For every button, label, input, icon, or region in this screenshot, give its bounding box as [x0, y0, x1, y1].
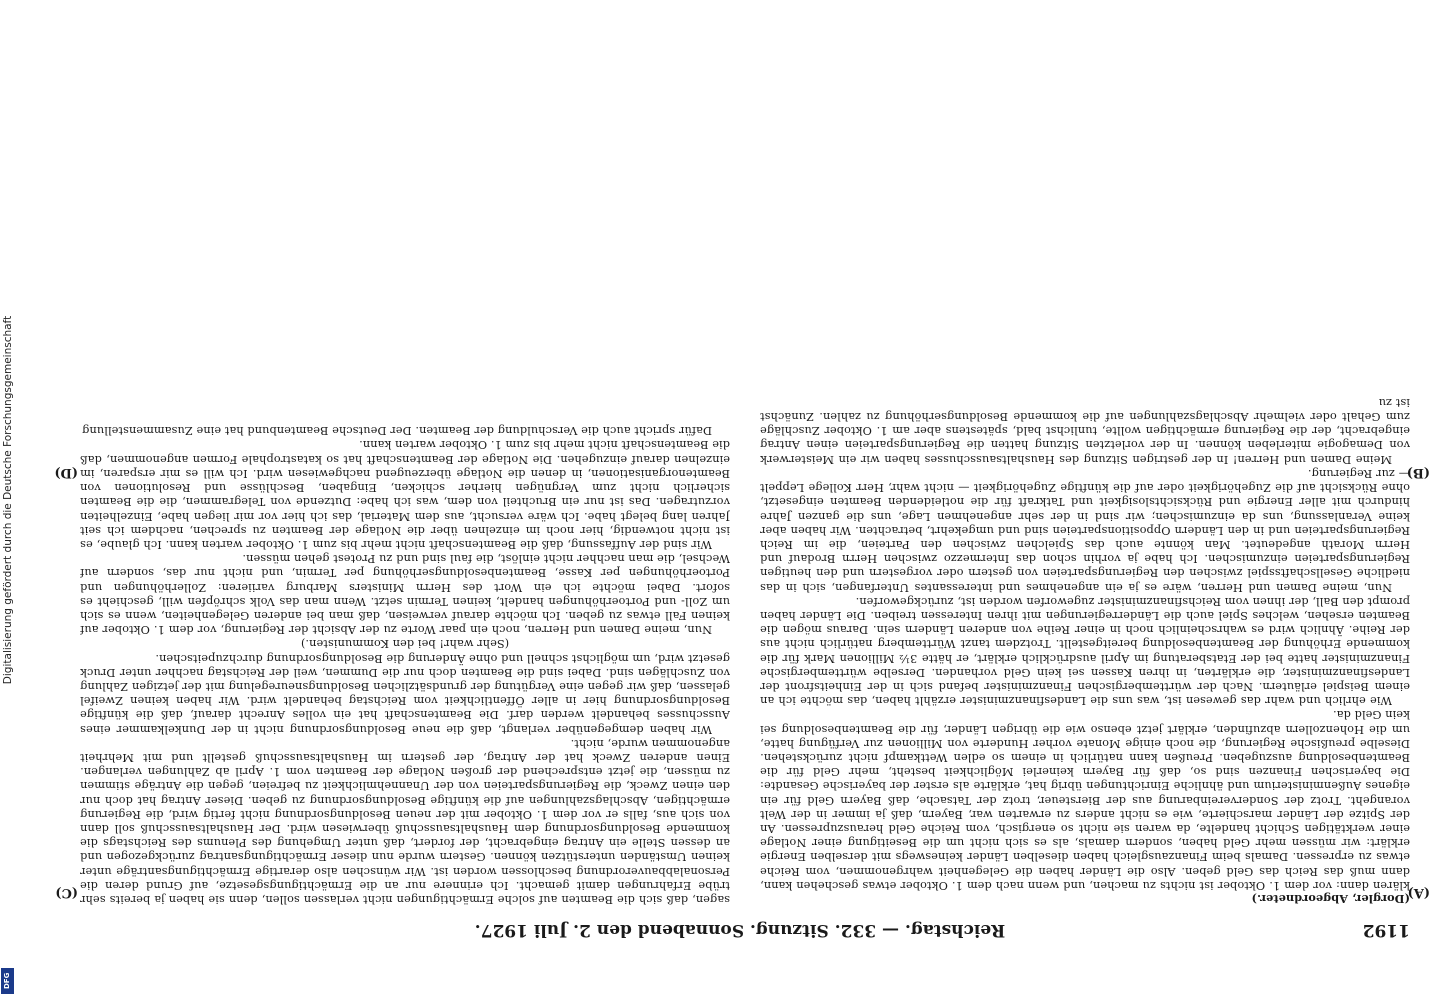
left-paragraph: Meine Damen und Herren! In der gestrigen Sitzung des Haushaltsausschusses haben wir ein Meisterwerk von Demagogie miterleben können. In der vorletzten Sitzung hatten die Regierungsparteien einen Antrag eingebracht, der die Regierung ermächtigen wollte, tunlichst bald, spätestens aber am 1. Oktober Zuschläge zum Gehalt oder vielmehr Abschlagszahlungen auf die kommende Besoldungserhöhung zu zahlen. Zunächst ist zu — [760, 395, 1410, 466]
right-paragraph: sagen, daß sich die Beamten auf solche Ermächtigungen nicht verlassen sollen, denn sie haben ja bereits sehr trübe Erfahrungen damit gemacht. Ich erinnere nur an die Ermächtigungsgesetze, auf Grund deren die Personalabbauverordnung beschlossen worden ist. Wir wünschen also derartige Ermächtigungsanträge unter keinen Umständen unterstützen können. Gestern wurde nun dieser Ermächtigungsantrag zurückgezogen und an dessen Stelle ein Antrag eingebracht, der fordert, daß unter Umgehung des Plenums des Reichstags die kommende Besoldungsordnung dem Haushaltsausschuß überwiesen wird. Der Haushaltsausschuß soll dann von sich aus, falls er vor dem 1. Oktober mit der neuen Besoldungsordnung nicht fertig wird, die Regierung ermächtigen, Abschlagszahlungen auf die künftige Besoldungsordnung zu geben. Dieser Antrag hat doch nur den einen Zweck, die Regierungsparteien von der Unannehmlichkeit zu befreien, gegen die Anträge stimmen zu müssen, die jetzt entsprechend der großen Notlage der Beamten vom 1. April ab Zahlungen verlangen. Einen anderen Zweck hat der Antrag, der gestern im Haushaltsausschuß gestellt und mit Mehrheit angenommen wurde, nicht. — [80, 736, 730, 906]
right-paragraph: Wir haben demgegenüber verlangt, daß die neue Besoldungsordnung nicht in der Dunkelkammer eines Ausschusses behandelt werden darf. Die Beamtenschaft hat ein volles Anrecht darauf, daß die künftige Besoldungsordnung hier in aller Öffentlichkeit vom Reichstag behandelt wird. Wir haben keinen Zweifel gelassen, daß wir gegen eine Vergütung der grundsätzlichen Besoldungsneuregelung mit der jetzigen Zahlung von Zuschlägen sind. Dabei sind die Beamten doch nur die Dummen, weil der Reichstag nachher unter Druck gesetzt wird, um möglichst schnell und ohne Änderung die Besoldungsordnung durchzupeitschen. — [80, 651, 730, 736]
rotated-page — [54, 60, 1430, 940]
right-paragraph: Dafür spricht auch die Verschuldung der Beamten. Der Deutsche Beamtenbund hat eine Zusammenstellung — [82, 424, 712, 438]
digitization-credit: Digitalisierung gefördert durch die Deutsche Forschungsgemeinschaft — [2, 315, 14, 685]
left-column — [760, 66, 1410, 906]
right-paragraph: Wir sind der Auffassung, daß die Beamtenschaft nicht mehr bis zum 1. Oktober warten kann. Ich glaube, es ist nicht notwendig, hier noch im einzelnen über die Notlage der Beamten zu sprechen, nachdem ich seit Jahren lang belegt habe. Ich wäre versucht, aus dem Material, das ich hier vor mir liegen habe, Einzelheiten vorzutragen. Das ist nur ein Bruchteil von dem, was ich habe: Dutzende von Telegrammen, die die Beamten sicherlich nicht zum Vergnügen hierher schicken, Eingaben, Beschlüsse und Resolutionen von Beamtenorganisationen, in denen die Notlage überzeugend nachgewiesen wird. Ich will es mir ersparen, im einzelnen darauf einzugehen. Die Notlage der Beamtenschaft hat so katastrophale Formen angenommen, daß die Beamtenschaft nicht mehr bis zum 1. Oktober warten kann. — [80, 438, 730, 551]
dfg-logo: DFG — [1, 968, 14, 994]
page-number: 1192 — [1362, 920, 1410, 940]
interjection: (Sehr wahr! bei den Kommunisten.) — [300, 637, 510, 651]
left-paragraph: klären dann: vor dem 1. Oktober ist nichts zu machen, und wenn nach dem 1. Oktober etwas geschehen kann, dann muß das Reich das Geld geben. Also die Länder haben die Gelegenheit wahrgenommen, vom Reiche etwas zu erpressen. Damals beim Finanzausgleich haben dieselben Länder keineswegs mit derselben Energie erklärt: wir müssen mehr Geld haben, sondern damals, als es sich nicht um die Beseitigung einer Notlage einer werktätigen Schicht handelte, da waren sie nicht so energisch, vom Reiche Geld herauszupressen. An der Spitze der Länder marschierte, wie es nicht anders zu erwarten war, Bayern, daß ja immer in der Welt vorangeht. Trotz der Sondervereinbarung aus der Biersteuer, trotz der Tatsache, daß Bayern Geld für ein eigenes Außenministerium und ähnliche Einrichtungen übrig hat, erklärte als erster der bayerische Gesandte: Die bayerischen Finanzen sind so, daß für Bayern keinerlei Möglichkeit besteht, mehr Geld für die Beamtenbesoldung auszugeben. Preußen kann natürlich in einem so edlen Wettkampf nicht zurückstehen. Dieselbe preußische Regierung, die noch einige Monate vorher Hunderte von Millionen zur Verfügung hatte, um die Hohenzollern abzufinden, erklärt jetzt ebenso wie die übrigen Länder, für die Beamtenbesoldung sei kein Geld da. — [760, 708, 1410, 892]
margin-mark-b: (B) — [1406, 465, 1430, 480]
margin-mark-d: (D) — [54, 465, 78, 480]
speaker-label: (Dorgler, Abgeordneter.) — [1251, 892, 1410, 906]
page-header — [70, 916, 1410, 940]
margin-mark-a: (A) — [1407, 885, 1430, 900]
margin-mark-c: (C) — [55, 885, 78, 900]
page-title: Reichstag. — 332. Sitzung. Sonnabend den 2. Juli 1927. — [474, 920, 1006, 940]
left-paragraph: Nun, meine Damen und Herren, wäre es ja ein angenehmes und interessantes Unterfangen, sich in das niedliche Gesellschaftsspiel zwischen den Regierungsparteien von gestern oder vorgestern und den heutigen Regierungsparteien einzumischen. Ich habe ja vorhin schon das Intermezzo zwischen Herrn Brodauf und Herrn Morath angedeutet. Man könnte auch das Spielchen zwischen den Parteien, die im Reich Regierungsparteien und in den Ländern Oppositionsparteien sind und umgekehrt, betrachten. Wir haben aber keine Veranlassung, uns da einzumischen; wir sind in der sehr angenehmen Lage, uns die ganzen Jahre hindurch mit aller Energie und Rücksichtslosigkeit und Tatkraft für die notleidenden Beamten eingesetzt, ohne Rücksicht auf die Zugehörigkeit oder auf die künftige Zugehörigkeit — nicht wahr, Herr Kollege Leppelt — zur Regierung. — [760, 466, 1410, 594]
right-paragraph: Nun, meine Damen und Herren, noch ein paar Worte zu der Absicht der Regierung, vor dem 1. Oktober auf keinen Fall etwas zu geben. Ich möchte darauf verweisen, daß man bei anderen Gelegenheiten, wenn es sich um Zoll- und Portoerhöhungen handelt, keinen Termin setzt. Wenn man das Volk schröpfen will, geschieht es sofort. Dabei möchte ich ein Wort des Herrn Ministers Marburg variieren: Zollerhöhungen und Portoerhöhungen per Kasse, Beamtenbesoldungserhöhung per Termin, und nicht nur das, sondern auf Wechsel, die man nachher nicht einlöst, die faul sind und zu Protest gehen müssen. — [80, 552, 730, 637]
right-column — [80, 66, 730, 906]
left-paragraph: Wie ehrlich und wahr das gewesen ist, was uns die Landesfinanzminister erzählt haben, das möchte ich an einem Beispiel erläutern. Nach der württembergischen Finanzminister befand sich in der Einheitsfront der Landesfinanzminister, die erklärten, in ihren Kassen sei kein Geld vorhanden. Derselbe württembergische Finanzminister hatte bei der Etatsberatung im April ausdrücklich erklärt, er hätte 3½ Millionen Mark für die kommende Erhöhung der Beamtenbesoldung bereitgestellt. Trotzdem tanzt Württemberg natürlich nicht aus der Reihe. Ähnlich wird es wahrscheinlich noch in einer Reihe von anderen Ländern sein. Daraus mögen die Beamten ersehen, welches Spiel auch die Länderregierungen mit ihren Interessen treiben. Die Länder haben prompt den Ball, der ihnen vom Reichsfinanzminister zugeworfen worden ist, zurückgeworfen. — [760, 594, 1410, 708]
